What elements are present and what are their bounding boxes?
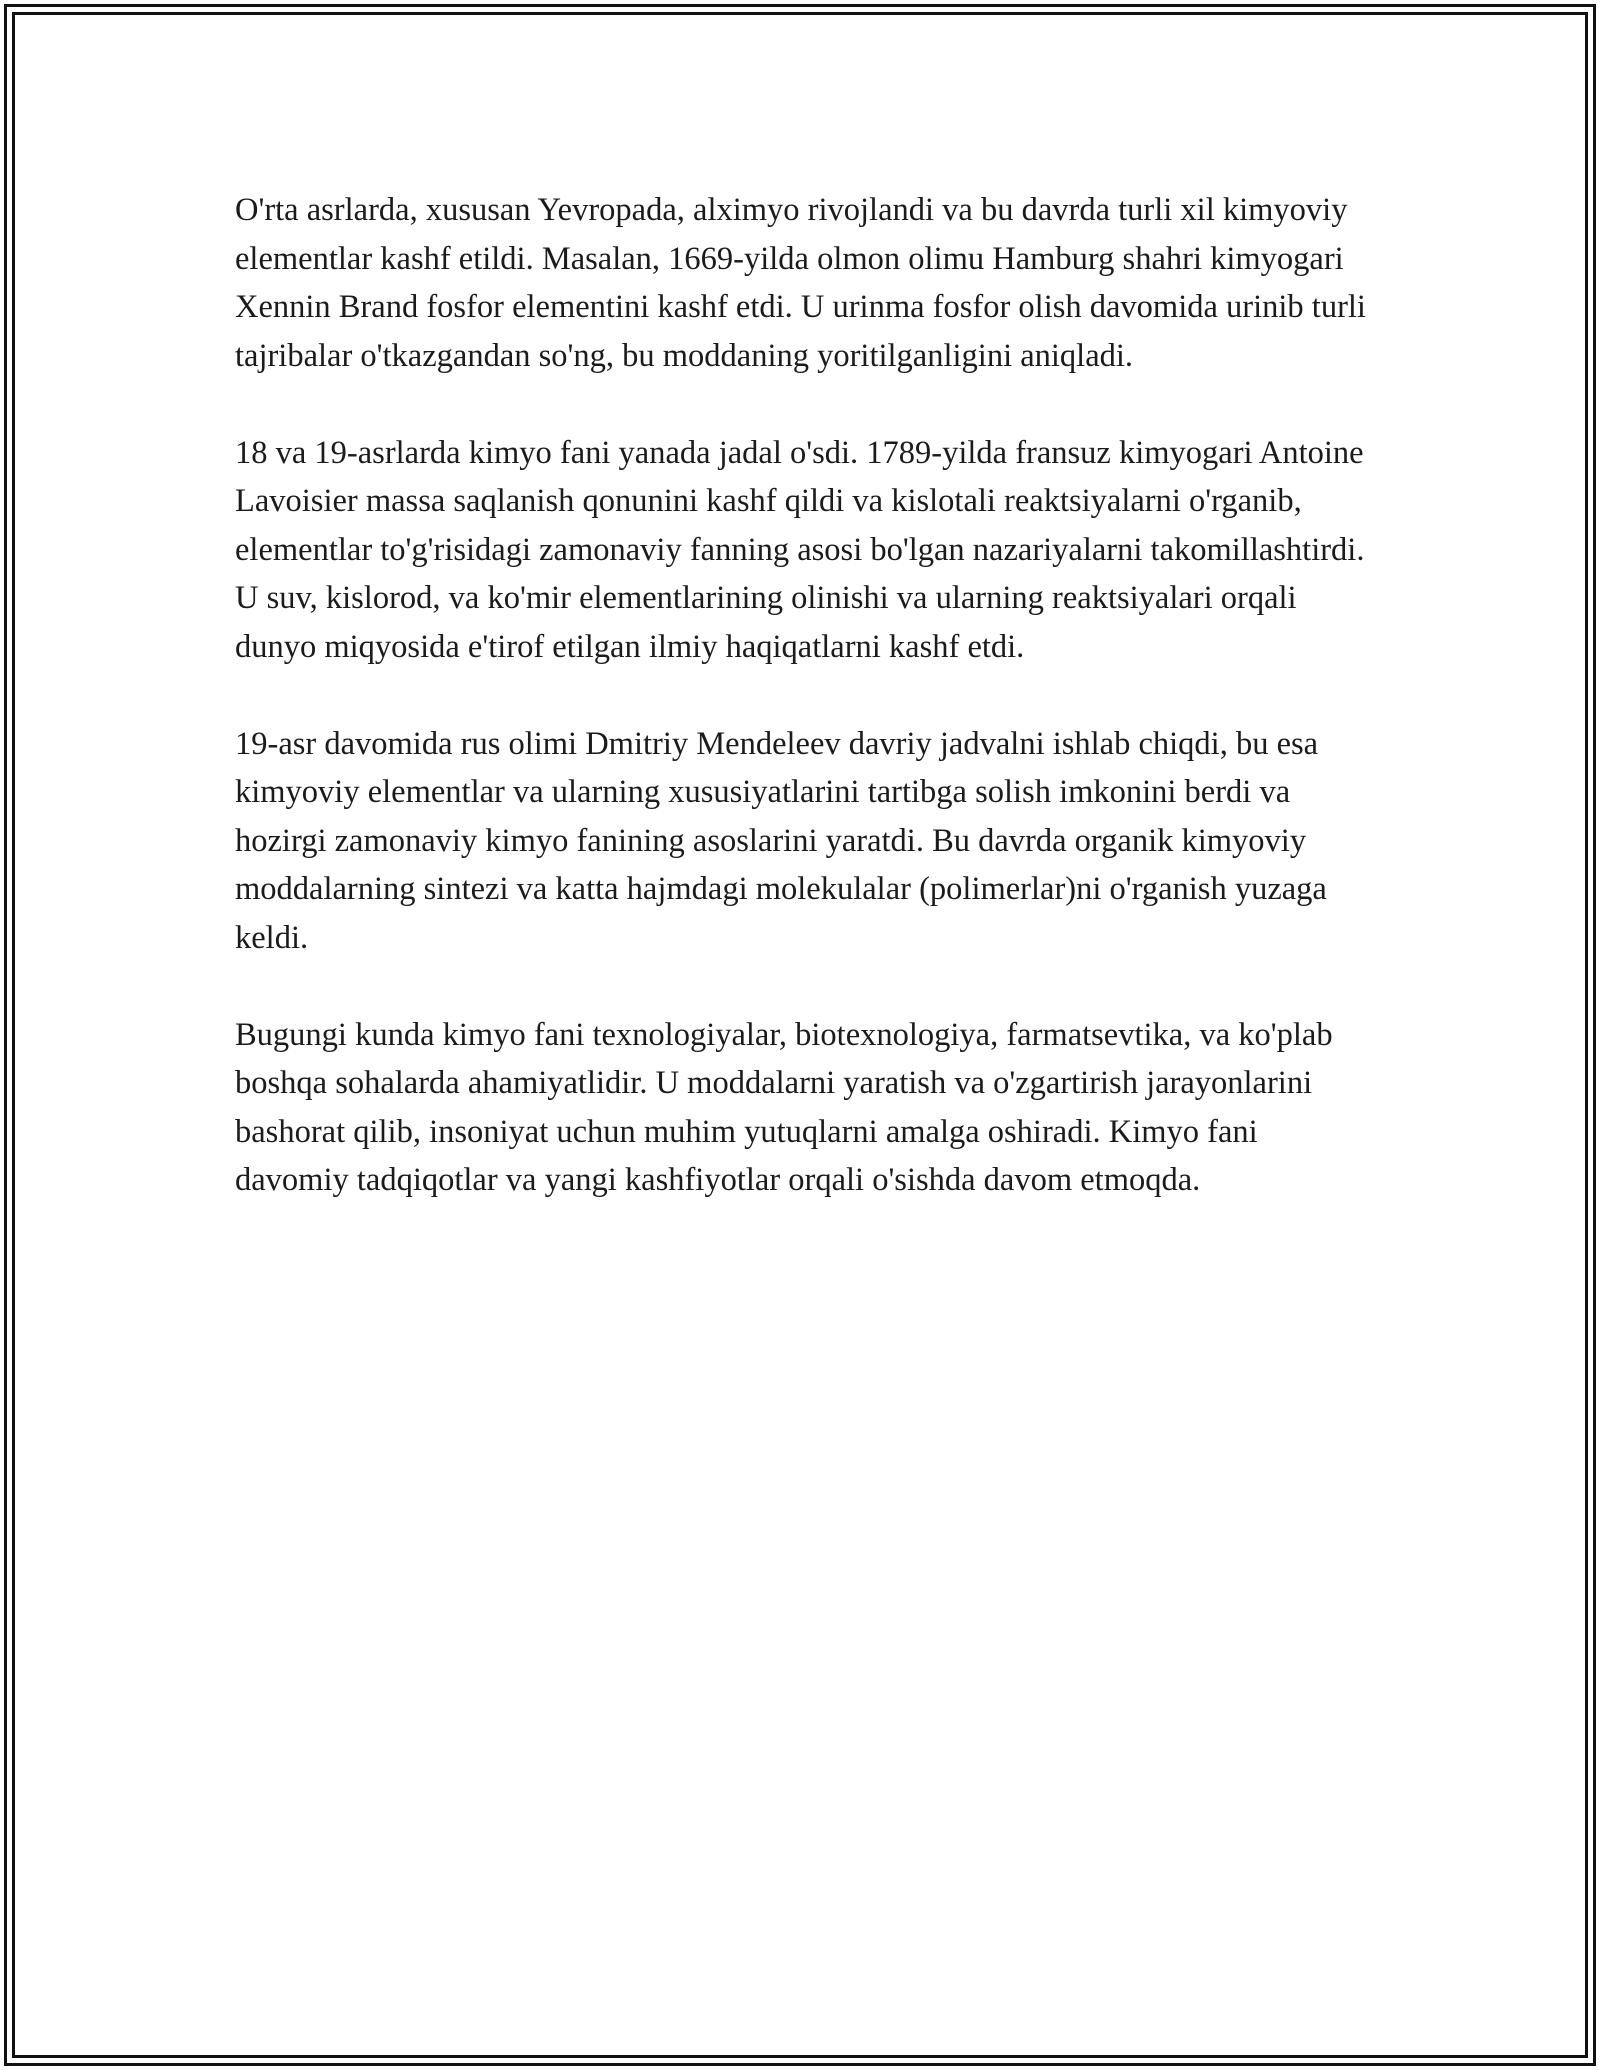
document-body — [235, 186, 1370, 1205]
paragraph-lavoisier: 18 va 19-asrlarda kimyo fani yanada jadal o'sdi. 1789-yilda fransuz kimyogari Antoine Lavoisier massa saqlanish qonunini kashf qildi va kislotali reaktsiyalarni o'rganib, elementlar to'g'risidagi zamonaviy fanning asosi bo'lgan nazariyalarni takomillashtirdi. U suv, kislorod, va ko'mir elementlarining olinishi va ularning reaktsiyalari orqali dunyo miqyosida e'tirof etilgan ilmiy haqiqatlarni kashf etdi. — [235, 434, 1365, 665]
paragraph-modern-chemistry: Bugungi kunda kimyo fani texnologiyalar, biotexnologiya, farmatsevtika, va ko'plab boshqa sohalarda ahamiyatlidir. U moddalarni yaratish va o'zgartirish jarayonlarini bashorat qilib, insoniyat uchun muhim yutuqlarni amalga oshiradi. Kimyo fani davomiy tadqiqotlar va yangi kashfiyotlar orqali o'sishda davom etmoqda. — [235, 1016, 1333, 1198]
paragraph-medieval-alchemy: O'rta asrlarda, xususan Yevropada, alximyo rivojlandi va bu davrda turli xil kimyoviy elementlar kashf etildi. Masalan, 1669-yilda olmon olimu Hamburg shahri kimyogari Xennin Brand fosfor elementini kashf etdi. U urinma fosfor olish davomida urinib turli tajribalar o'tkazgandan so'ng, bu moddaning yoritilganligini aniqladi. — [235, 192, 1366, 374]
paragraph-mendeleev: 19-asr davomida rus olimi Dmitriy Mendeleev davriy jadvalni ishlab chiqdi, bu esa kimyoviy elementlar va ularning xususiyatlarini tartibga solish imkonini berdi va hozirgi zamonaviy kimyo fanining asoslarini yaratdi. Bu davrda organik kimyoviy moddalarning sintezi va katta hajmdagi molekulalar (polimerlar)ni o'rganish yuzaga keldi. — [235, 725, 1327, 956]
